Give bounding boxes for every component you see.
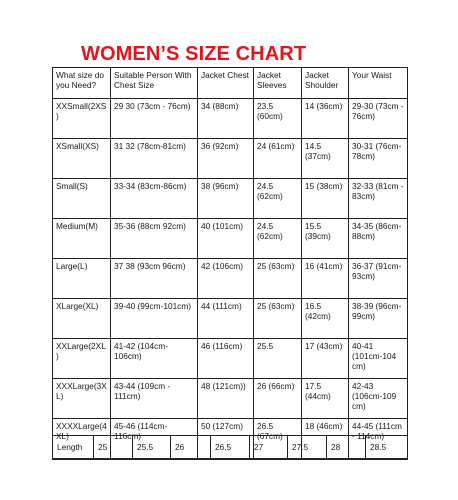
- length-value: 28.5: [366, 436, 408, 460]
- cell-size: XXSmall(2XS ): [53, 99, 111, 139]
- cell-waist: 40-41 (101cm-104 cm): [349, 339, 408, 379]
- cell-waist: 29-30 (73cm - 76cm): [349, 99, 408, 139]
- cell-jacket-shoulder: 18 (46cm): [302, 419, 349, 459]
- cell-jacket-chest: 50 (127cm): [198, 419, 254, 459]
- cell-size: XLarge(XL): [53, 299, 111, 339]
- header-chest-size: Suitable Person With Chest Size: [111, 68, 198, 99]
- cell-waist: 38-39 (96cm-99cm): [349, 299, 408, 339]
- cell-jacket-sleeves: 25 (63cm): [254, 259, 302, 299]
- cell-jacket-sleeves: 24 (61cm): [254, 139, 302, 179]
- header-jacket-shoulder: Jacket Shoulder: [302, 68, 349, 99]
- cell-jacket-chest: 38 (96cm): [198, 179, 254, 219]
- cell-jacket-shoulder: 16 (41cm): [302, 259, 349, 299]
- cell-chest-size: 37 38 (93cm 96cm): [111, 259, 198, 299]
- table-row: [53, 379, 408, 419]
- cell-jacket-chest: 40 (101cm): [198, 219, 254, 259]
- table-row: [53, 179, 408, 219]
- table-row: [53, 259, 408, 299]
- length-value: 26.5: [211, 436, 250, 460]
- length-value: 26: [171, 436, 211, 460]
- cell-jacket-shoulder: 14.5 (37cm): [302, 139, 349, 179]
- cell-jacket-shoulder: 15 (38cm): [302, 179, 349, 219]
- header-jacket-sleeves: Jacket Sleeves: [254, 68, 302, 99]
- cell-size: XXXLarge(3X L): [53, 379, 111, 419]
- table-row: [53, 99, 408, 139]
- cell-chest-size: 31 32 (78cm-81cm): [111, 139, 198, 179]
- cell-jacket-chest: 34 (88cm): [198, 99, 254, 139]
- table-row: [53, 139, 408, 179]
- size-chart-table: [52, 67, 408, 459]
- cell-jacket-chest: 36 (92cm): [198, 139, 254, 179]
- cell-size: Large(L): [53, 259, 111, 299]
- cell-size: Small(S): [53, 179, 111, 219]
- cell-jacket-sleeves: 24.5 (62cm): [254, 219, 302, 259]
- cell-size: XXLarge(2XL ): [53, 339, 111, 379]
- header-waist: Your Waist: [349, 68, 408, 99]
- cell-chest-size: 29 30 (73cm - 76cm): [111, 99, 198, 139]
- cell-jacket-sleeves: 26 (66cm): [254, 379, 302, 419]
- length-row: [53, 436, 408, 460]
- cell-jacket-sleeves: 26.5 (67cm): [254, 419, 302, 459]
- cell-jacket-sleeves: 23.5 (60cm): [254, 99, 302, 139]
- cell-size: XXXXLarge(4 XL): [53, 419, 111, 459]
- length-value: 27: [250, 436, 288, 460]
- cell-jacket-chest: 46 (116cm): [198, 339, 254, 379]
- cell-jacket-shoulder: 16.5 (42cm): [302, 299, 349, 339]
- cell-jacket-sleeves: 25.5: [254, 339, 302, 379]
- cell-waist: 44-45 (111cm - 114cm): [349, 419, 408, 459]
- cell-jacket-chest: 42 (106cm): [198, 259, 254, 299]
- length-value: 28: [327, 436, 366, 460]
- cell-waist: 30-31 (76cm-78cm): [349, 139, 408, 179]
- header-jacket-chest: Jacket Chest: [198, 68, 254, 99]
- cell-jacket-sleeves: 24.5 (62cm): [254, 179, 302, 219]
- header-size: What size do you Need?: [53, 68, 111, 99]
- cell-jacket-chest: 44 (111cm): [198, 299, 254, 339]
- table-row: [53, 299, 408, 339]
- cell-jacket-shoulder: 17.5 (44cm): [302, 379, 349, 419]
- cell-jacket-sleeves: 25 (63cm): [254, 299, 302, 339]
- table-header-row: [53, 68, 408, 99]
- cell-chest-size: 45-46 (114cm-116cm): [111, 419, 198, 459]
- length-value: 25: [94, 436, 133, 460]
- cell-jacket-shoulder: 15.5 (39cm): [302, 219, 349, 259]
- cell-size: Medium(M): [53, 219, 111, 259]
- cell-jacket-shoulder: 14 (36cm): [302, 99, 349, 139]
- cell-size: XSmall(XS): [53, 139, 111, 179]
- cell-jacket-chest: 48 (121cm)): [198, 379, 254, 419]
- cell-waist: 36-37 (91cm-93cm): [349, 259, 408, 299]
- cell-chest-size: 39-40 (99cm-101cm): [111, 299, 198, 339]
- cell-chest-size: 33-34 (83cm-86cm): [111, 179, 198, 219]
- cell-waist: 34-35 (86cm-88cm): [349, 219, 408, 259]
- cell-chest-size: 35-36 (88cm 92cm): [111, 219, 198, 259]
- length-value: 27.5: [288, 436, 327, 460]
- length-label: Length: [53, 436, 94, 460]
- cell-jacket-shoulder: 17 (43cm): [302, 339, 349, 379]
- cell-chest-size: 43-44 (109cm - 111cm): [111, 379, 198, 419]
- table-row: [53, 339, 408, 379]
- cell-chest-size: 41-42 (104cm-106cm): [111, 339, 198, 379]
- length-table: [52, 435, 408, 460]
- table-row: [53, 219, 408, 259]
- length-value: 25.5: [133, 436, 171, 460]
- cell-waist: 32-33 (81cm - 83cm): [349, 179, 408, 219]
- cell-waist: 42-43 (106cm-109 cm): [349, 379, 408, 419]
- page-title: WOMEN’S SIZE CHART: [81, 43, 307, 65]
